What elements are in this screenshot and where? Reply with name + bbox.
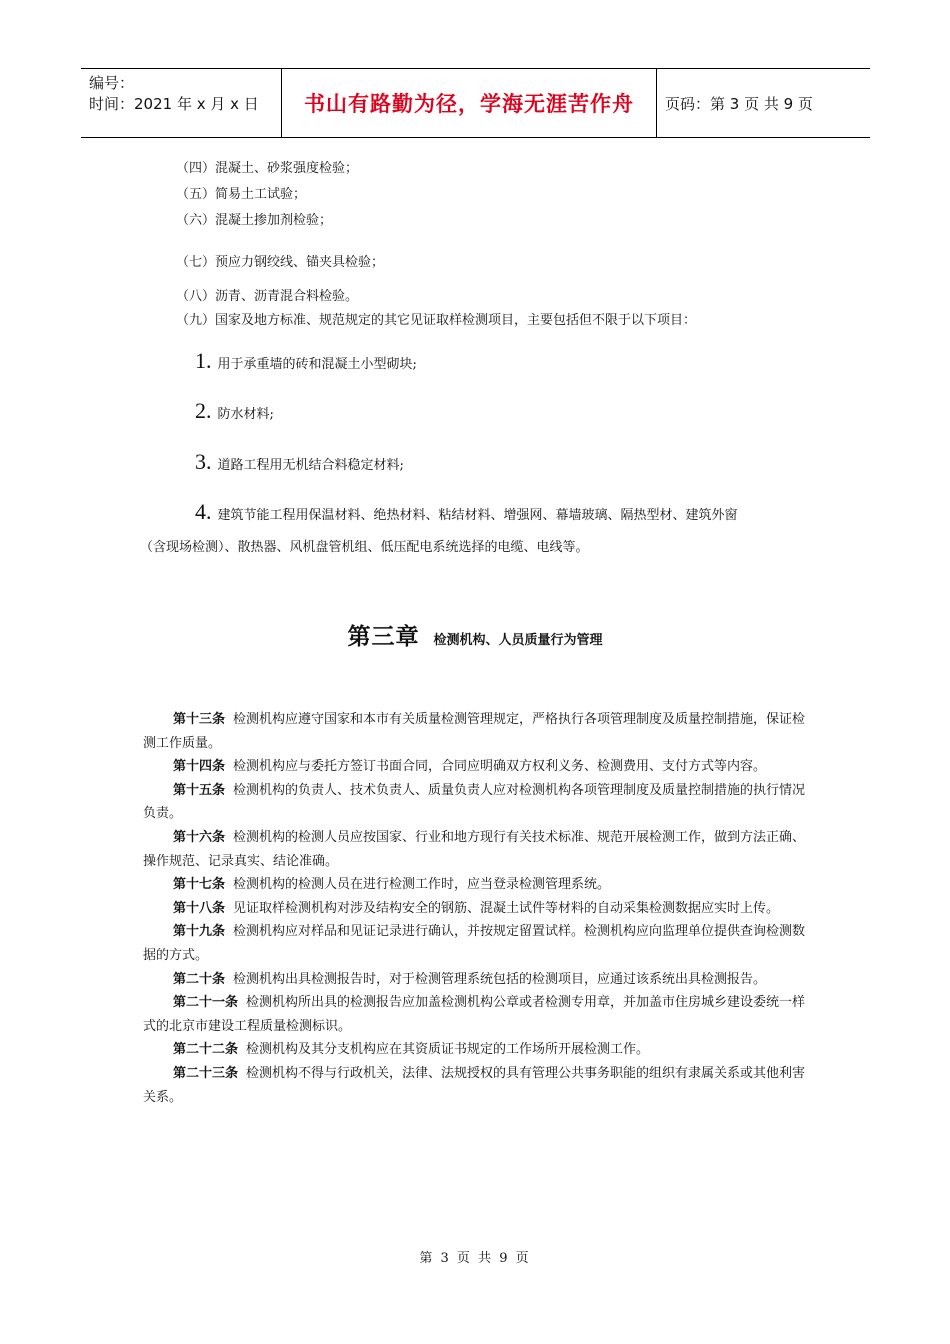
article-label: 第十三条 <box>173 712 226 727</box>
list-item: （四）混凝土、砂浆强度检验； <box>176 161 359 176</box>
document-number-label: 编号： <box>89 74 135 92</box>
article-text: 检测机构的负责人、技术负责人、质量负责人应对检测机构各项管理制度及质量控制措施的执行情况负责。 <box>143 782 806 822</box>
numbered-item-number: 2. <box>195 398 212 423</box>
article-label: 第二十条 <box>173 971 226 987</box>
article <box>143 708 808 755</box>
numbered-item <box>195 449 404 475</box>
chapter-number: 第三章 <box>347 624 420 650</box>
article-text: 检测机构不得与行政机关，法律、法规授权的具有管理公共事务职能的组织有隶属关系或其他利害关系。 <box>143 1065 806 1105</box>
list-item: （七）预应力钢绞线、锚夹具检验； <box>176 255 385 270</box>
article <box>143 1038 808 1062</box>
numbered-item-text: 道路工程用无机结合料稳定材料; <box>217 458 404 473</box>
article-text: 检测机构应对样品和见证记录进行确认，并按规定留置试样。检测机构应向监理单位提供查询检测数据的方式。 <box>143 924 806 963</box>
page-footer: 第 3 页 共 9 页 <box>419 1251 531 1266</box>
article <box>143 897 808 921</box>
article-text: 检测机构所出具的检测报告应加盖检测机构公章或者检测专用章，并加盖市住房城乡建设委统一样式的北京市建设工程质量检测标识。 <box>143 995 806 1034</box>
numbered-item-continuation: （含现场检测）、散热器、风机盘管机组、低压配电系统选择的电缆、电线等。 <box>140 540 589 555</box>
article-label: 第十四条 <box>173 759 226 775</box>
article-text: 检测机构应遵守国家和本市有关质量检测管理规定，严格执行各项管理制度及质量控制措施，保证检测工作质量。 <box>143 712 806 751</box>
chapter-heading <box>0 618 950 651</box>
article-text: 见证取样检测机构对涉及结构安全的钢筋、混凝土试件等材料的自动采集检测数据应实时上传。 <box>233 900 780 916</box>
chapter-title: 检测机构、人员质量行为管理 <box>433 633 603 648</box>
numbered-item-text: 用于承重墙的砖和混凝土小型砌块; <box>217 357 417 372</box>
header-meta <box>81 69 282 137</box>
article-text: 检测机构及其分支机构应在其资质证书规定的工作场所开展检测工作。 <box>246 1042 650 1058</box>
numbered-item-text: 建筑节能工程用保温材料、绝热材料、粘结材料、增强网、幕墙玻璃、隔热型材、建筑外窗 <box>217 508 738 523</box>
article-label: 第十七条 <box>173 877 226 893</box>
article <box>143 968 808 992</box>
numbered-item-number: 1. <box>195 348 212 373</box>
article-label: 第二十二条 <box>173 1042 239 1058</box>
list-item: （八）沥青、沥青混合料检验。 <box>176 289 359 304</box>
article <box>143 873 808 897</box>
article <box>143 779 808 826</box>
article-text: 检测机构的检测人员在进行检测工作时，应当登录检测管理系统。 <box>233 877 611 893</box>
article-label: 第二十一条 <box>173 995 239 1011</box>
page-header <box>81 68 870 138</box>
article-text: 检测机构的检测人员应按国家、行业和地方现行有关技术标准、规范开展检测工作，做到方法正确、操作规范、记录真实、结论准确。 <box>143 829 806 869</box>
list-item: （九）国家及地方标准、规范规定的其它见证取样检测项目，主要包括但不限于以下项目： <box>176 313 697 328</box>
article-label: 第十八条 <box>173 900 226 916</box>
articles <box>143 708 808 1109</box>
article <box>143 826 808 873</box>
article <box>143 755 808 779</box>
article-text: 检测机构应与委托方签订书面合同，合同应明确双方权利义务、检测费用、支付方式等内容。 <box>233 759 767 775</box>
numbered-item-number: 3. <box>195 449 212 474</box>
article-text: 检测机构出具检测报告时，对于检测管理系统包括的检测项目，应通过该系统出具检测报告。 <box>233 971 767 987</box>
numbered-item <box>195 348 417 374</box>
numbered-item <box>195 398 274 424</box>
list-item: （五）简易土工试验； <box>176 187 307 202</box>
header-page-info: 页码：第 3 页 共 9 页 <box>665 94 813 113</box>
article <box>143 920 808 967</box>
list-item: （六）混凝土掺加剂检验； <box>176 213 333 228</box>
article-label: 第十五条 <box>173 782 226 798</box>
article-label: 第二十三条 <box>173 1065 239 1081</box>
header-motto: 书山有路勤为径，学海无涯苦作舟 <box>282 69 657 137</box>
document-time-label: 时间：2021 年 x 月 x 日 <box>89 95 259 113</box>
article-label: 第十六条 <box>173 829 226 845</box>
numbered-item <box>195 499 738 525</box>
article <box>143 1062 808 1109</box>
article-label: 第十九条 <box>173 924 226 940</box>
numbered-item-text: 防水材料; <box>217 407 274 422</box>
numbered-item-number: 4. <box>195 499 212 524</box>
article <box>143 991 808 1038</box>
